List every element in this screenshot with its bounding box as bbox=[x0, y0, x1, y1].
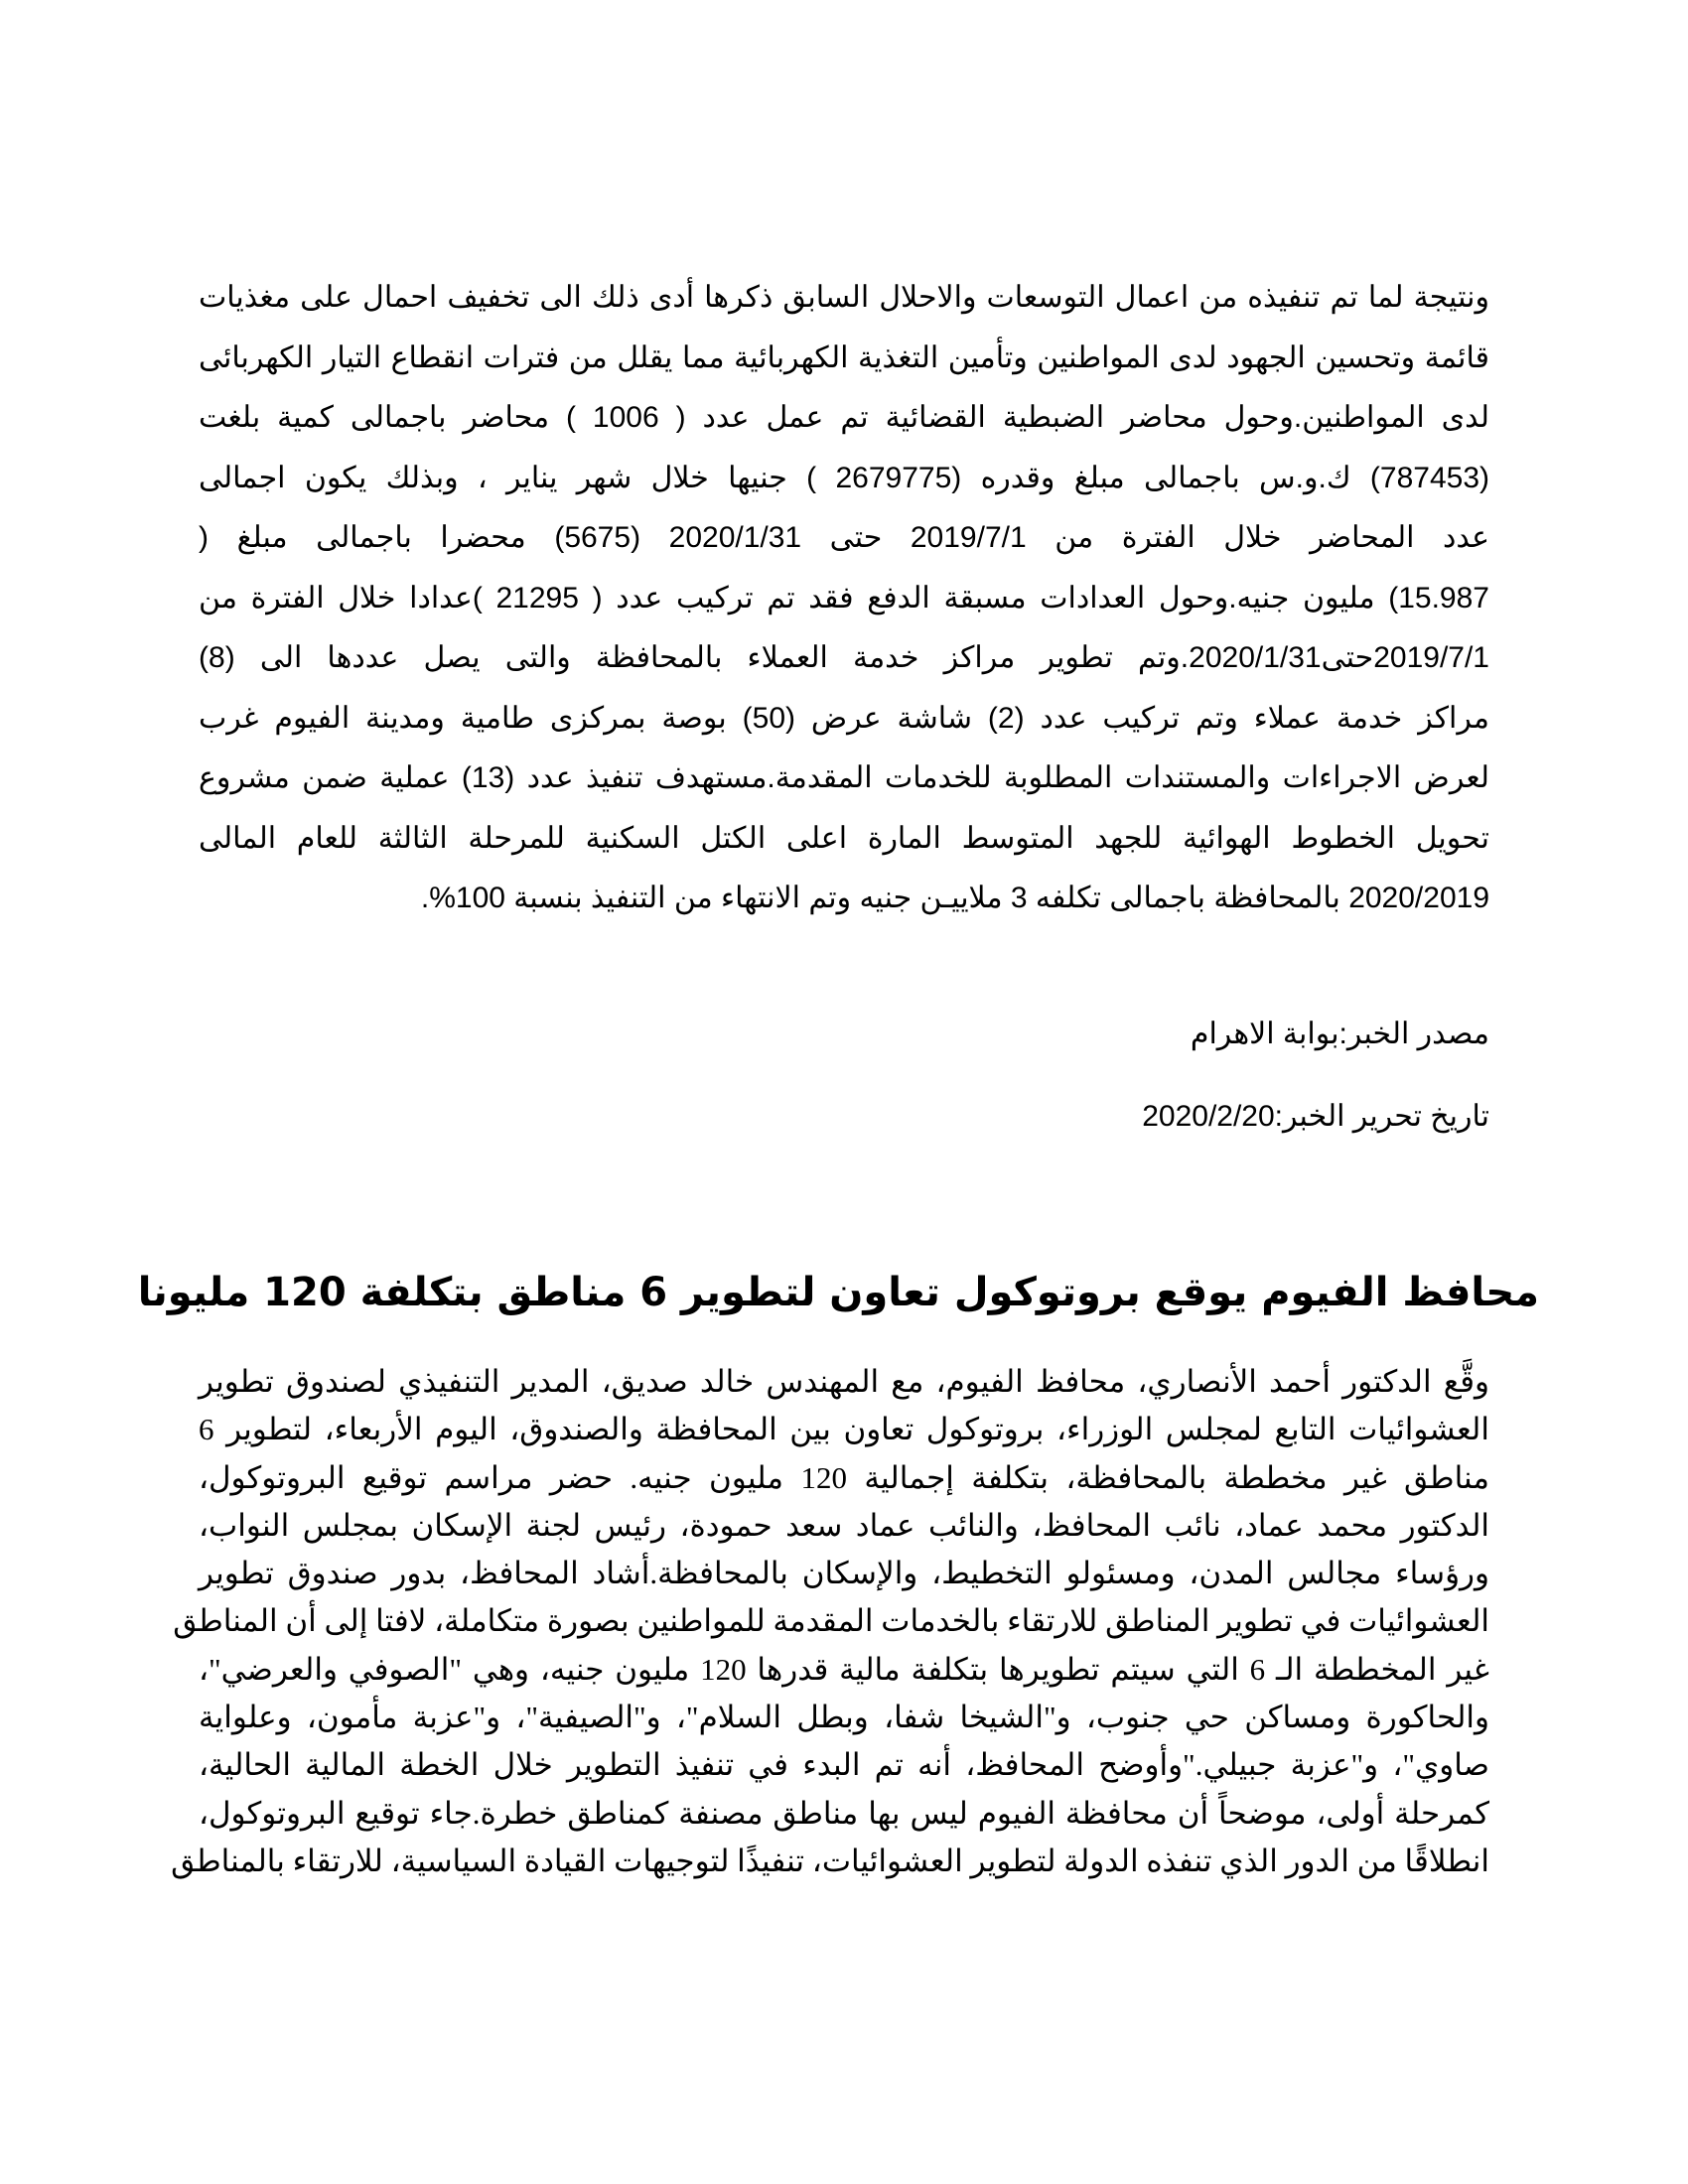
article-line: ورؤساء مجالس المدن، ومسئولو التخطيط، والإسكان بالمحافظة.أشاد المحافظ، بدور صندوق تطوير bbox=[199, 1556, 1489, 1591]
article-line: وقَّع الدكتور أحمد الأنصاري، محافظ الفيوم، مع المهندس خالد صديق، المدير التنفيذي لصندوق تطوير bbox=[199, 1364, 1489, 1399]
paragraph-line: تحويل الخطوط الهوائية للجهد المتوسط المارة اعلى الكتل السكنية للمرحلة الثالثة للعام المالى bbox=[199, 821, 1489, 855]
article-body bbox=[171, 1358, 1489, 1885]
paragraph-line-last: 2020/2019 بالمحافظة باجمالى تكلفه 3 ملاييـن جنيه وتم الانتهاء من التنفيذ بنسبة 100%. bbox=[420, 882, 1489, 914]
paragraph-line: قائمة وتحسين الجهود لدى المواطنين وتأمين التغذية الكهربائية مما يقلل من فترات انقطاع التيار الكهربائى bbox=[199, 341, 1489, 374]
paragraph-line: لعرض الاجراءات والمستندات المطلوبة للخدمات المقدمة.مستهدف تنفيذ عدد (13) عملية ضمن مشروع bbox=[199, 761, 1489, 794]
news-date: تاريخ تحرير الخبر:2020/2/20 bbox=[1142, 1100, 1489, 1133]
article-line: غير المخططة الـ 6 التي سيتم تطويرها بتكلفة مالية قدرها 120 مليون جنيه، وهي "الصوفي والعرضي"، bbox=[199, 1651, 1489, 1687]
article-line: والحاكورة ومساكن حي جنوب، و"الشيخا شفا، وبطل السلام"، و"الصيفية"، و"عزبة مأمون، وعلواية bbox=[199, 1700, 1489, 1735]
paragraph-line: عدد المحاضر خلال الفترة من 2019/7/1 حتى 2020/1/31 (5675) محضرا باجمالى مبلغ ( bbox=[199, 521, 1490, 554]
paragraph-line: (787453) ك.و.س باجمالى مبلغ وقدره (2679775 ) جنيها خلال شهر يناير ، وبذلك يكون اجمالى bbox=[199, 461, 1489, 494]
article-line: الدكتور محمد عماد، نائب المحافظ، والنائب عماد سعد حمودة، رئيس لجنة الإسكان بمجلس النواب، bbox=[199, 1507, 1489, 1543]
article-line: انطلاقًا من الدور الذي تنفذه الدولة لتطوير العشوائيات، تنفيذًا لتوجيهات القيادة السياسية، للارتقاء بالمناطق bbox=[171, 1843, 1489, 1878]
paragraph-line: ونتيجة لما تم تنفيذه من اعمال التوسعات والاحلال السابق ذكرها أدى ذلك الى تخفيف احمال على مغذيات bbox=[199, 281, 1489, 314]
article-line: العشوائيات في تطوير المناطق للارتقاء بالخدمات المقدمة للمواطنين بصورة متكاملة، لافتا إلى أن المناطق bbox=[173, 1603, 1489, 1639]
paragraph-line: 15.987) مليون جنيه.وحول العدادات مسبقة الدفع فقد تم تركيب عدد ( 21295 )عدادا خلال الفترة من bbox=[199, 581, 1489, 614]
paragraph-line: 2019/7/1حتى2020/1/31.وتم تطوير مراكز خدمة العملاء بالمحافظة والتى يصل عددها الى (8) bbox=[199, 641, 1489, 674]
news-source: مصدر الخبر:بوابة الاهرام bbox=[1190, 1018, 1489, 1050]
article-line: صاوي"، و"عزبة جبيلي."وأوضح المحافظ، أنه تم البدء في تنفيذ التطوير خلال الخطة المالية الحالية، bbox=[199, 1747, 1489, 1783]
article-line: العشوائيات التابع لمجلس الوزراء، بروتوكول تعاون بين المحافظة والصندوق، اليوم الأربعاء، لتطوير 6 bbox=[199, 1412, 1489, 1447]
article-line: مناطق غير مخططة بالمحافظة، بتكلفة إجمالية 120 مليون جنيه. حضر مراسم توقيع البروتوكول، bbox=[199, 1459, 1489, 1495]
paragraph-line: لدى المواطنين.وحول محاضر الضبطية القضائية تم عمل عدد ( 1006 ) محاضر باجمالى كمية بلغت bbox=[199, 401, 1490, 434]
article-headline: محافظ الفيوم يوقع بروتوكول تعاون لتطوير 6 مناطق بتكلفة 120 مليونا bbox=[137, 1270, 1539, 1315]
paragraph-line: مراكز خدمة عملاء وتم تركيب عدد (2) شاشة عرض (50) بوصة بمركزى طامية ومدينة الفيوم غرب bbox=[199, 701, 1489, 735]
news-paragraph-electricity bbox=[199, 268, 1489, 929]
article-line: كمرحلة أولى، موضحاً أن محافظة الفيوم ليس بها مناطق مصنفة كمناطق خطرة.جاء توقيع البروتوكول، bbox=[199, 1795, 1489, 1831]
